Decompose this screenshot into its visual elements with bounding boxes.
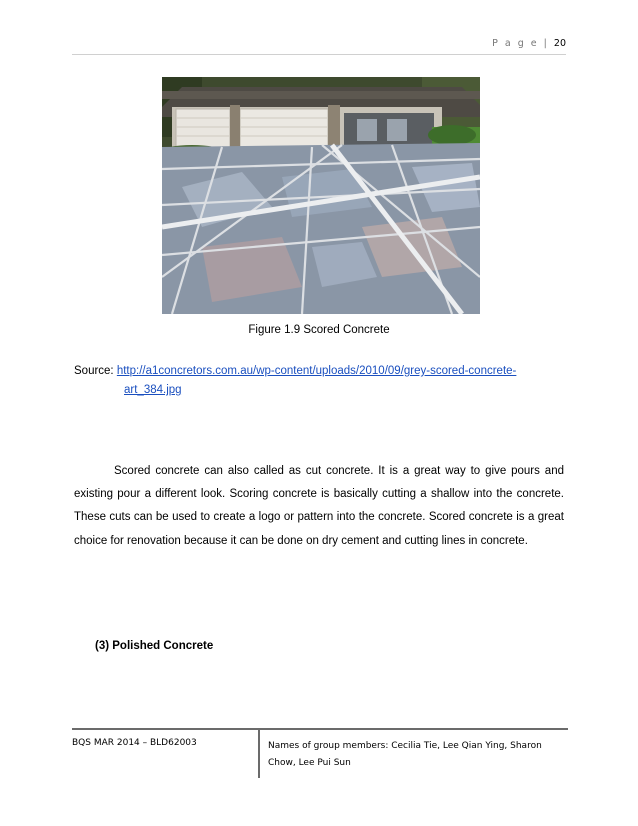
page-header <box>72 38 566 55</box>
source-link-line2[interactable]: art_384.jpg <box>124 384 182 396</box>
footer-group-members: Names of group members: Cecilia Tie, Lee Qian Ying, Sharon Chow, Lee Pui Sun <box>268 741 542 768</box>
page-label: P a g e <box>492 38 539 49</box>
figure-caption: Figure 1.9 Scored Concrete <box>248 324 390 336</box>
figure-source <box>74 362 566 400</box>
page-separator: | <box>543 38 549 49</box>
scored-concrete-photo <box>162 77 480 314</box>
source-label: Source: <box>74 365 114 377</box>
footer-course-code: BQS MAR 2014 – BLD62003 <box>72 738 197 748</box>
source-link-line1[interactable]: http://a1concretors.com.au/wp-content/uploads/2010/09/grey-scored-concrete- <box>116 365 517 377</box>
footer-divider <box>258 730 260 778</box>
body-paragraph-text: Scored concrete can also called as cut concrete. It is a great way to give pours and existing pour a different look. Scoring concrete is basically cutting a shallow into the concrete. These cuts can be used to create a logo or pattern into the concrete. Scored concrete is a great choice for renovation because it can be done on dry cement and cutting lines in concrete. <box>74 465 564 547</box>
body-paragraph <box>74 460 564 553</box>
driveway-illustration <box>162 77 480 314</box>
page-number: 20 <box>553 38 566 49</box>
page-footer <box>72 728 568 778</box>
section-heading: (3) Polished Concrete <box>95 640 214 652</box>
